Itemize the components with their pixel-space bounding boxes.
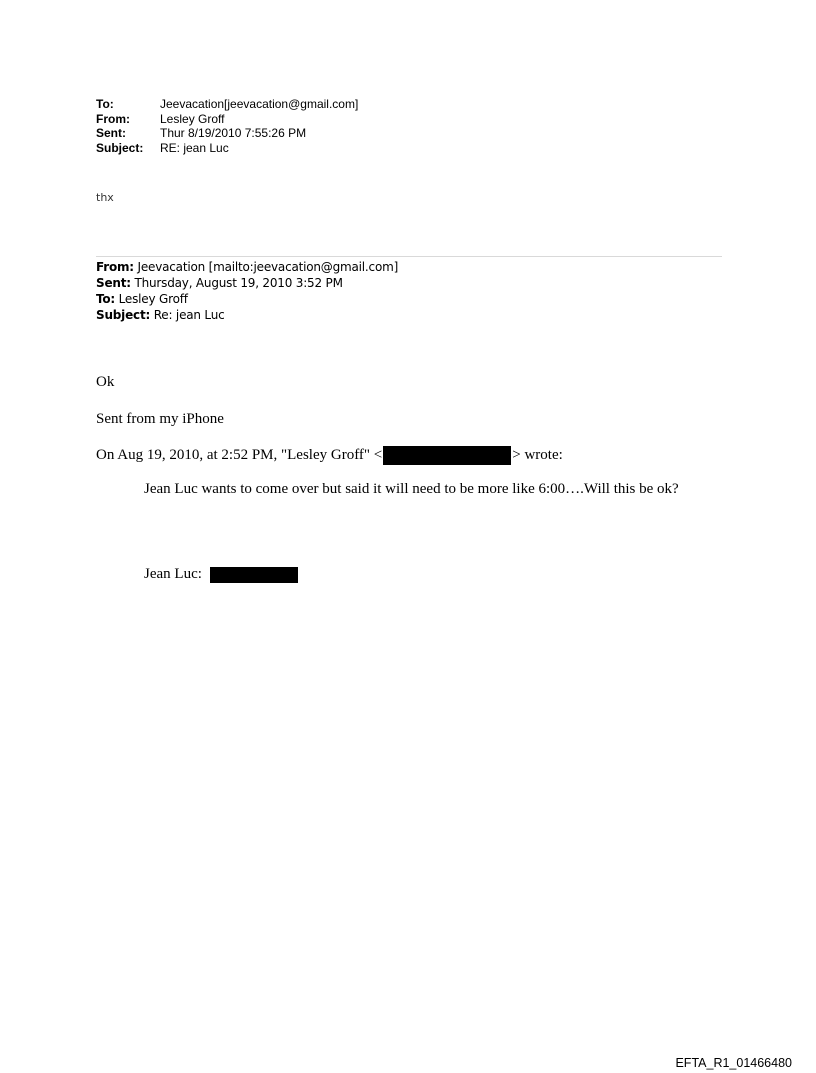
document-id: EFTA_R1_01466480 bbox=[675, 1056, 792, 1070]
quoted-sent-value: Thursday, August 19, 2010 3:52 PM bbox=[130, 276, 343, 290]
divider bbox=[96, 256, 722, 257]
header-subject-row bbox=[96, 141, 358, 156]
from-value: Lesley Groff bbox=[160, 111, 225, 126]
quoted-header bbox=[96, 259, 398, 323]
quoted-sent-row bbox=[96, 275, 398, 291]
quoted-to-value: Lesley Groff bbox=[115, 292, 188, 306]
email-header bbox=[96, 97, 358, 155]
quoted-subject-label: Subject: bbox=[96, 308, 151, 322]
quoted-body: Jean Luc wants to come over but said it will need to be more like 6:00….Will this be ok? bbox=[144, 481, 679, 497]
signature-text: Sent from my iPhone bbox=[96, 411, 224, 427]
jean-luc-label: Jean Luc: bbox=[144, 566, 202, 582]
quoted-from-value: Jeevacation [mailto:jeevacation@gmail.com] bbox=[133, 260, 399, 274]
sent-label: Sent: bbox=[96, 126, 126, 140]
subject-label: Subject: bbox=[96, 140, 144, 155]
ok-text: Ok bbox=[96, 374, 115, 390]
reply-body: thx bbox=[96, 191, 114, 204]
quoted-subject-value: Re: jean Luc bbox=[150, 308, 225, 322]
wrote-prefix: On Aug 19, 2010, at 2:52 PM, "Lesley Groff" < bbox=[96, 447, 383, 463]
jean-luc-line bbox=[144, 566, 298, 583]
from-label: From: bbox=[96, 111, 130, 126]
quoted-subject-row bbox=[96, 307, 398, 323]
quoted-to-row bbox=[96, 291, 398, 307]
quoted-from-label: From: bbox=[96, 260, 134, 274]
wrote-suffix: > wrote: bbox=[512, 447, 563, 463]
quoted-to-label: To: bbox=[96, 292, 116, 306]
header-sent-row bbox=[96, 126, 358, 141]
subject-value: RE: jean Luc bbox=[160, 140, 229, 155]
quoted-sent-label: Sent: bbox=[96, 276, 131, 290]
wrote-line bbox=[96, 446, 563, 465]
redaction-bar bbox=[210, 567, 298, 583]
header-from-row bbox=[96, 112, 358, 127]
header-to-row bbox=[96, 97, 358, 112]
to-label: To: bbox=[96, 97, 114, 111]
redaction-bar bbox=[383, 446, 511, 465]
sent-value: Thur 8/19/2010 7:55:26 PM bbox=[160, 126, 307, 140]
to-value: Jeevacation[jeevacation@gmail.com] bbox=[160, 97, 359, 111]
quoted-from-row bbox=[96, 259, 398, 275]
